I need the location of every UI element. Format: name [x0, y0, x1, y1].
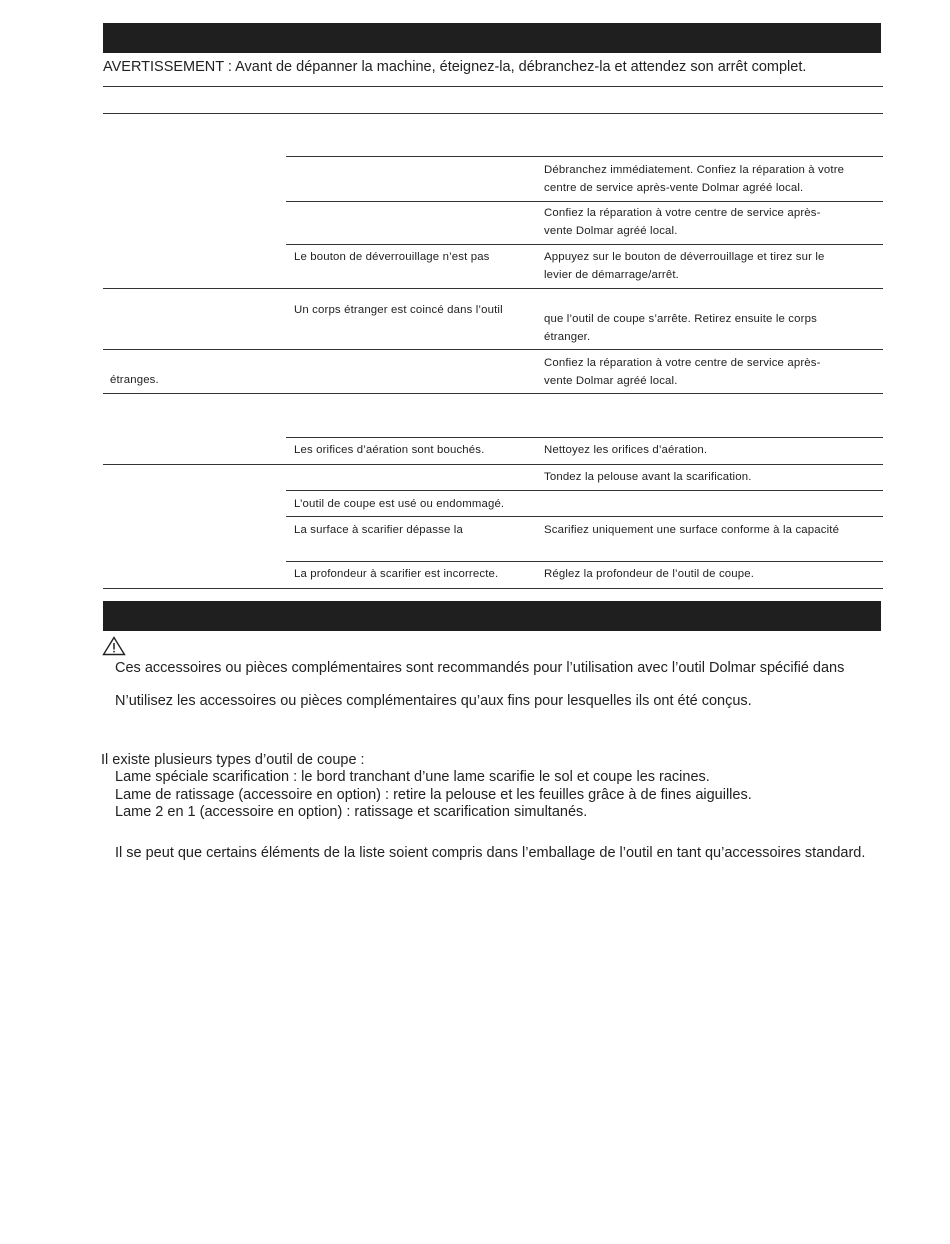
caution-line: N’utilisez les accessoires ou pièces complémentaires qu’aux fins pour lesquelles ils ont été conçus.: [115, 693, 752, 709]
cause-cell: La surface à scarifier dépasse la: [294, 524, 463, 536]
cutter-type-item: Lame 2 en 1 (accessoire en option) : ratissage et scarification simultanés.: [115, 804, 588, 820]
cutter-type-item: Lame spéciale scarification : le bord tranchant d’une lame scarifie le sol et coupe les racines.: [115, 769, 710, 785]
remedy-line: Confiez la réparation à votre centre de service après-: [544, 207, 821, 219]
row-divider: [286, 201, 883, 202]
row-divider: [286, 561, 883, 562]
remedy-cell: [544, 566, 754, 584]
remedy-cell: [544, 162, 844, 197]
standard-accessories-note: Il se peut que certains éléments de la liste soient compris dans l’emballage de l’outil en tant qu’accessoires standard.: [115, 845, 866, 861]
remedy-line: étranger.: [544, 330, 591, 343]
warning-triangle-icon: [102, 636, 126, 656]
cause-cell: Le bouton de déverrouillage n’est pas: [294, 251, 490, 263]
remedy-line: centre de service après-vente Dolmar agréé local.: [544, 181, 804, 194]
cause-cell: Les orifices d’aération sont bouchés.: [294, 444, 485, 456]
cause-cell: La profondeur à scarifier est incorrecte.: [294, 568, 499, 580]
remedy-cell: [544, 205, 821, 240]
troubleshooting-header-band: [103, 23, 881, 53]
row-divider: [286, 490, 883, 491]
table-header-rule: [103, 113, 883, 114]
caution-line: Ces accessoires ou pièces complémentaires sont recommandés pour l’utilisation avec l’outil Dolmar spécifié dans: [115, 660, 845, 676]
table-top-rule: [103, 86, 883, 87]
remedy-line: Réglez la profondeur de l’outil de coupe.: [544, 568, 755, 580]
remedy-cell: [544, 249, 825, 284]
remedy-line: Tondez la pelouse avant la scarification.: [544, 471, 752, 483]
remedy-cell: [544, 469, 752, 487]
group-divider: [103, 464, 883, 465]
row-divider: [286, 156, 883, 157]
remedy-cell: [544, 442, 707, 460]
cause-cell: Un corps étranger est coincé dans l’outil: [294, 304, 503, 316]
remedy-line: Scarifiez uniquement une surface conforme à la capacité: [544, 524, 840, 536]
remedy-line: Nettoyez les orifices d’aération.: [544, 444, 708, 456]
cutter-types-intro: Il existe plusieurs types d’outil de coupe :: [101, 752, 365, 768]
remedy-cell: [544, 355, 821, 390]
remedy-cell: [544, 311, 817, 346]
group-divider: [103, 393, 883, 394]
table-bottom-rule: [103, 588, 883, 589]
remedy-line: Confiez la réparation à votre centre de service après-: [544, 357, 821, 369]
remedy-line: levier de démarrage/arrêt.: [544, 268, 679, 281]
remedy-line: vente Dolmar agréé local.: [544, 374, 678, 387]
accessories-header-band: [103, 601, 881, 631]
group-divider: [103, 349, 883, 350]
remedy-line: vente Dolmar agréé local.: [544, 224, 678, 237]
row-divider: [286, 244, 883, 245]
group-divider: [103, 288, 883, 289]
problem-cell: étranges.: [110, 374, 159, 386]
remedy-line: Débranchez immédiatement. Confiez la réparation à votre: [544, 164, 845, 176]
row-divider: [286, 516, 883, 517]
remedy-line: que l’outil de coupe s’arrête. Retirez ensuite le corps: [544, 313, 817, 325]
row-divider: [286, 437, 883, 438]
remedy-line: Appuyez sur le bouton de déverrouillage et tirez sur le: [544, 251, 825, 263]
cause-cell: L’outil de coupe est usé ou endommagé.: [294, 498, 505, 510]
remedy-cell: [544, 522, 839, 540]
cutter-type-item: Lame de ratissage (accessoire en option) : retire la pelouse et les feuilles grâce à de fines aiguilles.: [115, 787, 752, 803]
warning-text: AVERTISSEMENT : Avant de dépanner la machine, éteignez-la, débranchez-la et attendez son arrêt complet.: [103, 59, 807, 75]
